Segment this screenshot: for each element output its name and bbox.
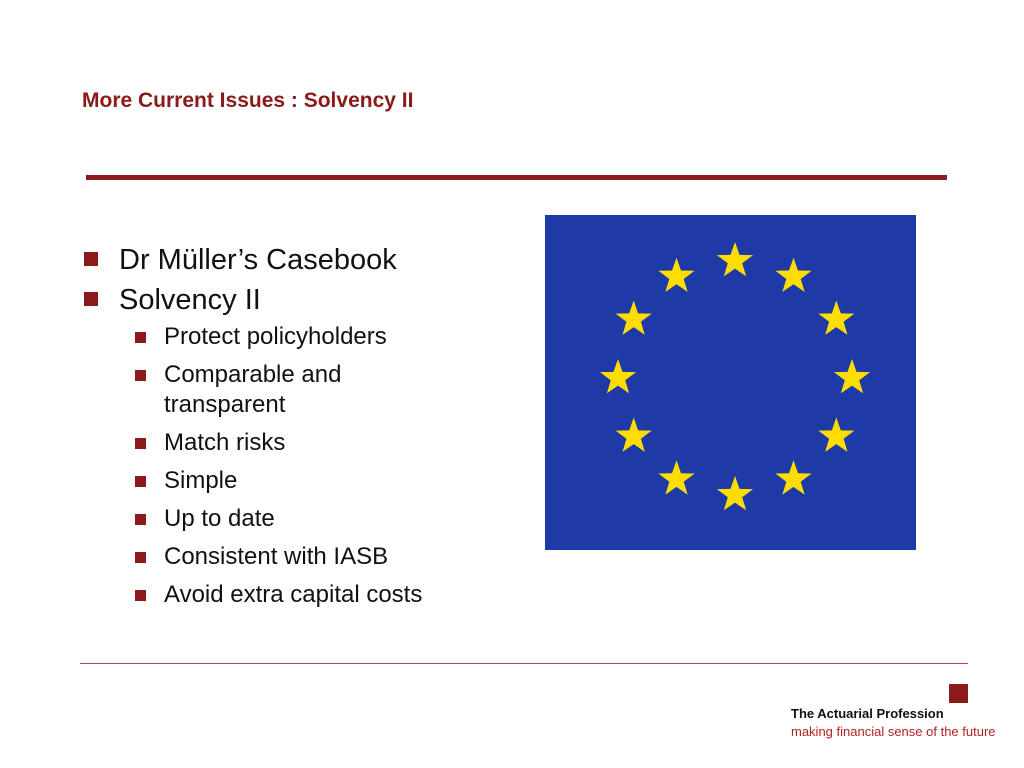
sub-bullet-item bbox=[135, 542, 464, 572]
star-icon bbox=[818, 418, 854, 452]
square-bullet-icon bbox=[135, 370, 146, 381]
square-bullet-icon bbox=[84, 292, 98, 306]
sub-bullet-item bbox=[135, 466, 464, 496]
star-icon bbox=[658, 460, 694, 494]
star-icon bbox=[834, 359, 870, 393]
square-bullet-icon bbox=[135, 332, 146, 343]
bullet-item bbox=[84, 280, 504, 610]
square-bullet-icon bbox=[135, 438, 146, 449]
slide-title: More Current Issues : Solvency II bbox=[82, 89, 414, 112]
bullet-list bbox=[84, 240, 504, 618]
eu-flag-stars bbox=[545, 215, 916, 550]
title-divider bbox=[86, 175, 947, 180]
star-icon bbox=[775, 460, 811, 494]
organisation-tagline: making financial sense of the future bbox=[791, 724, 996, 739]
sub-bullet-text: Up to date bbox=[164, 505, 275, 532]
organisation-name: The Actuarial Profession bbox=[791, 706, 944, 721]
sub-bullet-text: Avoid extra capital costs bbox=[164, 581, 423, 608]
eu-flag-image bbox=[545, 215, 916, 550]
star-icon bbox=[616, 418, 652, 452]
star-icon bbox=[616, 301, 652, 335]
bullet-text: Solvency II bbox=[119, 284, 261, 316]
sub-bullet-item bbox=[135, 580, 464, 610]
square-bullet-icon bbox=[135, 476, 146, 487]
bullet-text: Dr Müller’s Casebook bbox=[119, 244, 397, 276]
sub-bullet-list bbox=[119, 322, 504, 610]
sub-bullet-text: Protect policyholders bbox=[164, 323, 387, 350]
star-icon bbox=[717, 242, 753, 276]
sub-bullet-text: Simple bbox=[164, 467, 238, 494]
sub-bullet-text: Consistent with IASB bbox=[164, 543, 389, 570]
sub-bullet-text: Comparable and transparent bbox=[164, 361, 342, 418]
sub-bullet-text: Match risks bbox=[164, 429, 286, 456]
sub-bullet-item bbox=[135, 428, 464, 458]
star-icon bbox=[600, 359, 636, 393]
star-icon bbox=[658, 258, 694, 292]
sub-bullet-item bbox=[135, 360, 464, 420]
square-bullet-icon bbox=[84, 252, 98, 266]
square-bullet-icon bbox=[135, 514, 146, 525]
sub-bullet-item bbox=[135, 322, 464, 352]
square-bullet-icon bbox=[135, 590, 146, 601]
bullet-item bbox=[84, 240, 504, 280]
square-bullet-icon bbox=[135, 552, 146, 563]
star-icon bbox=[717, 476, 753, 510]
star-icon bbox=[775, 258, 811, 292]
logo-square-icon bbox=[949, 684, 968, 703]
sub-bullet-item bbox=[135, 504, 464, 534]
star-icon bbox=[818, 301, 854, 335]
footer-divider bbox=[80, 663, 968, 664]
